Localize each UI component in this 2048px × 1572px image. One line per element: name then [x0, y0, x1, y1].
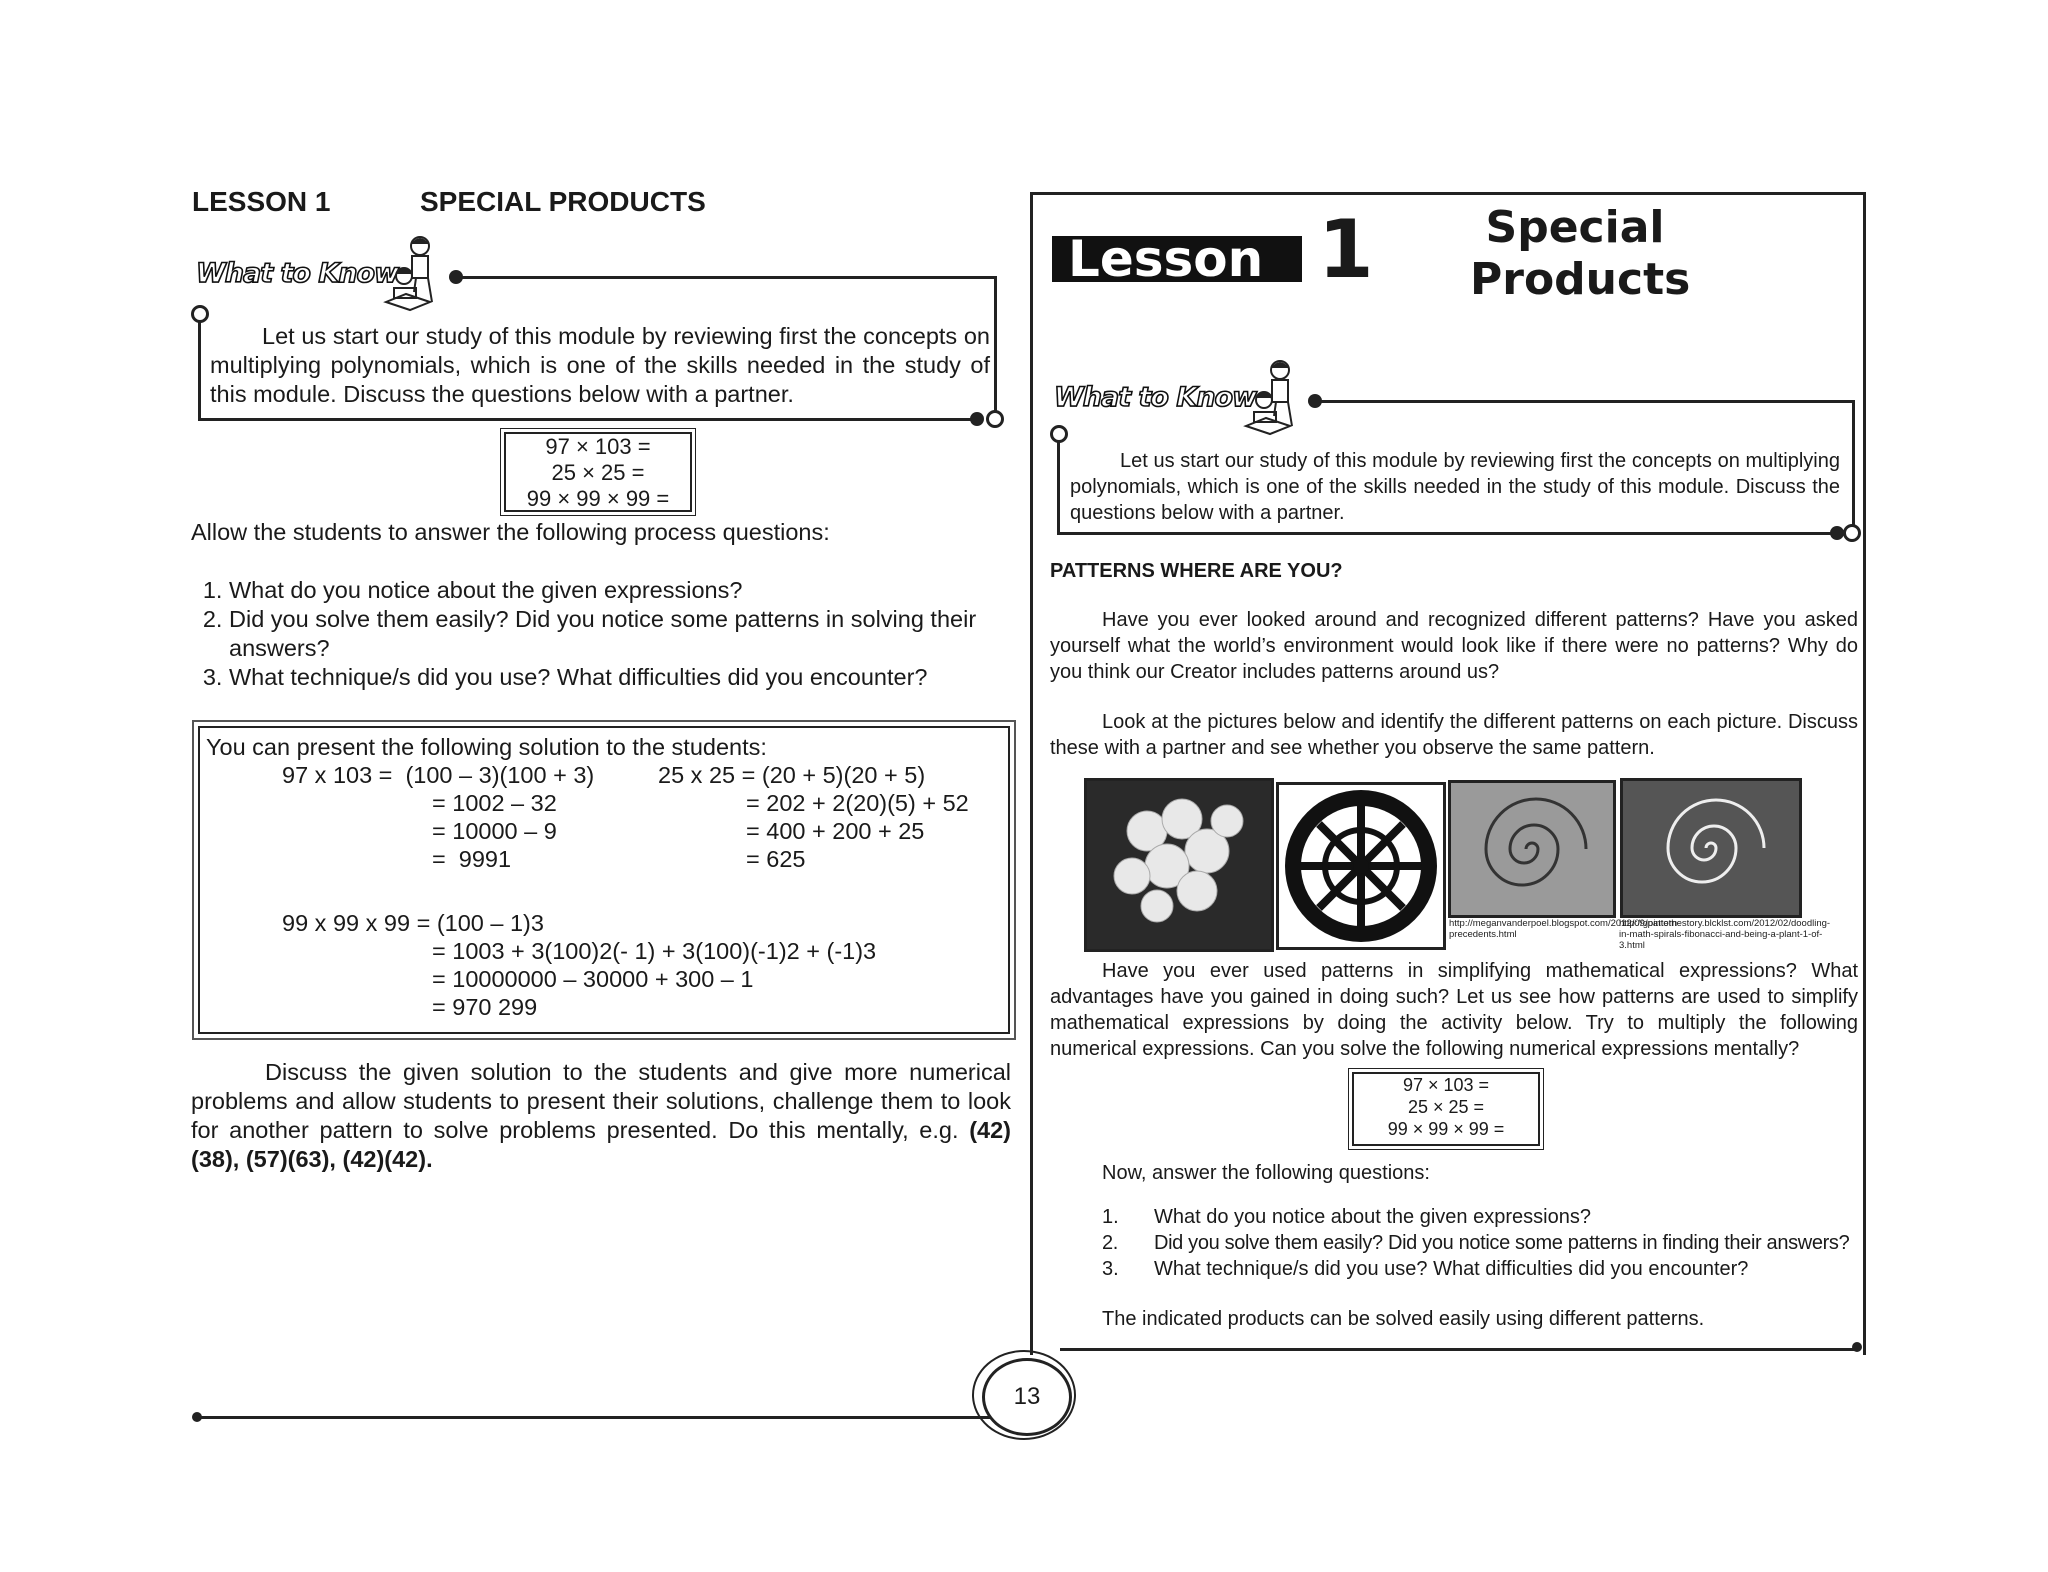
examples-bold: (42)(38), (57)(63), (42)(42). [191, 1117, 1011, 1172]
frame-line [1316, 400, 1854, 403]
solution-step: 97 x 103 = (100 – 3)(100 + 3) [282, 762, 595, 788]
solution-step: = 970 299 [432, 994, 538, 1020]
frame-line [458, 276, 996, 279]
expressions-box [504, 432, 692, 512]
lesson-label: LESSON 1 [192, 186, 331, 217]
solution-step: = 1002 – 32 [432, 790, 557, 816]
frame-line [198, 1416, 990, 1419]
expression: 99 × 99 × 99 = [1387, 1119, 1505, 1139]
image-caption: http://gointothestory.blcklst.com/2012/02/doodling-in-math-spirals-fibonacci-and-being-a-plant-1-of-3.html [1619, 918, 1831, 951]
expression: 99 × 99 × 99 = [526, 486, 670, 511]
lesson-heading [192, 186, 706, 218]
solution-step: 25 x 25 = (20 + 5)(20 + 5) [658, 762, 926, 788]
intro-paragraph: Let us start our study of this module by reviewing first the concepts on multiplying polynomials, which is one of the skills needed in the study of this module. Discuss the questions below with a partner. [1070, 450, 1840, 524]
process-questions [191, 576, 1049, 692]
solution-heading: You can present the following solution to the students: [206, 734, 767, 760]
intro-paragraph: Let us start our study of this module by reviewing first the concepts on multiplying polynomials, which is one of the skills needed in the study of this module. Discuss the questions below with a partner. [210, 323, 990, 407]
flowers-photo [1084, 778, 1274, 952]
frame-line [1057, 441, 1060, 535]
instruction-text: Now, answer the following questions: [1102, 1162, 1430, 1184]
connector-ring [1843, 524, 1861, 542]
question-item: 2. Did you solve them easily? Did you notice some patterns in solving their answers? [229, 605, 1049, 663]
expression: 97 × 103 = [545, 434, 651, 459]
solution-step: = 625 [746, 846, 806, 872]
question-item: 3. What technique/s did you use? What difficulties did you encounter? [1102, 1258, 1749, 1280]
connector-dot [970, 412, 984, 426]
closing-statement: The indicated products can be solved easily using different patterns. [1102, 1308, 1705, 1330]
instruction-text: Allow the students to answer the following process questions: [191, 519, 830, 545]
lesson-title: SPECIAL PRODUCTS [420, 186, 706, 217]
solution-step: = 400 + 200 + 25 [746, 818, 925, 844]
question-item: 2. Did you solve them easily? Did you notice some patterns in finding their answers? [1102, 1232, 1850, 1254]
paragraph: Look at the pictures below and identify the different patterns on each picture. Discuss these with a partner and see whether you observe the same pattern. [1050, 711, 1858, 759]
dartboard-photo [1276, 782, 1446, 950]
question-list [1102, 1204, 1862, 1282]
succulent-spiral-photo [1448, 780, 1616, 918]
frame-line [1852, 400, 1855, 534]
frame-line [1057, 532, 1837, 535]
what-to-know-banner: What to Know [196, 258, 399, 289]
what-to-know-banner: What to Know [1054, 382, 1257, 413]
discussion-paragraph: Discuss the given solution to the students and give more numerical problems and allow students to present their solutions, challenge them to look for another pattern to solve problems presented. Do this mentally, e.g. (42)(38), (57)(63), (42)(42). [191, 1059, 1011, 1172]
solution-step: = 202 + 2(20)(5) + 52 [746, 790, 969, 816]
solution-step: = 10000 – 9 [432, 818, 557, 844]
question-item: 1. What do you notice about the given expressions? [1102, 1206, 1591, 1228]
expression: 97 × 103 = [1402, 1075, 1490, 1095]
connector-ring [986, 410, 1004, 428]
page-number: 13 [982, 1358, 1072, 1436]
frame-line [994, 276, 997, 418]
lesson-number: 1 [1318, 203, 1374, 296]
students-illustration [380, 232, 460, 314]
nautilus-shell-photo [1620, 778, 1802, 918]
solution-step: = 10000000 – 30000 + 300 – 1 [432, 966, 754, 992]
frame-line [198, 321, 201, 421]
expressions-box [1352, 1072, 1540, 1146]
solution-box [192, 720, 1016, 1040]
paragraph: Have you ever looked around and recognized different patterns? Have you asked yourself what the world’s environment would look like if there were no patterns? Why do you think our Creator includes patterns around us? [1050, 609, 1858, 683]
question-item: 1. What do you notice about the given expressions? [229, 576, 1049, 605]
question-item: 3. What technique/s did you use? What difficulties did you encounter? [229, 663, 1049, 692]
solution-step: 99 x 99 x 99 = (100 – 1)3 [282, 910, 544, 936]
expression: 25 × 25 = [551, 460, 645, 485]
solution-step: = 9991 [432, 846, 512, 872]
section-title: PATTERNS WHERE ARE YOU? [1050, 560, 1343, 582]
expression: 25 × 25 = [1407, 1097, 1485, 1117]
connector-dot [1830, 526, 1844, 540]
lesson-word: Lesson [1052, 236, 1302, 282]
module-title: Special Products [1470, 202, 1691, 305]
frame-line [198, 418, 974, 421]
solution-step: = 1003 + 3(100)2(- 1) + 3(100)(-1)2 + (-1)3 [432, 938, 877, 964]
paragraph: Have you ever used patterns in simplifying mathematical expressions? What advantages have you gained in doing such? Let us see how patterns are used to simplify mathematical expressions by doing the activity below. Try to multiply the following numerical expressions. Can you solve the following numerical expressions mentally? [1050, 960, 1858, 1060]
image-caption: http://meganvanderpoel.blogspot.com/2012/09/pattern-precedents.html [1449, 918, 1681, 940]
